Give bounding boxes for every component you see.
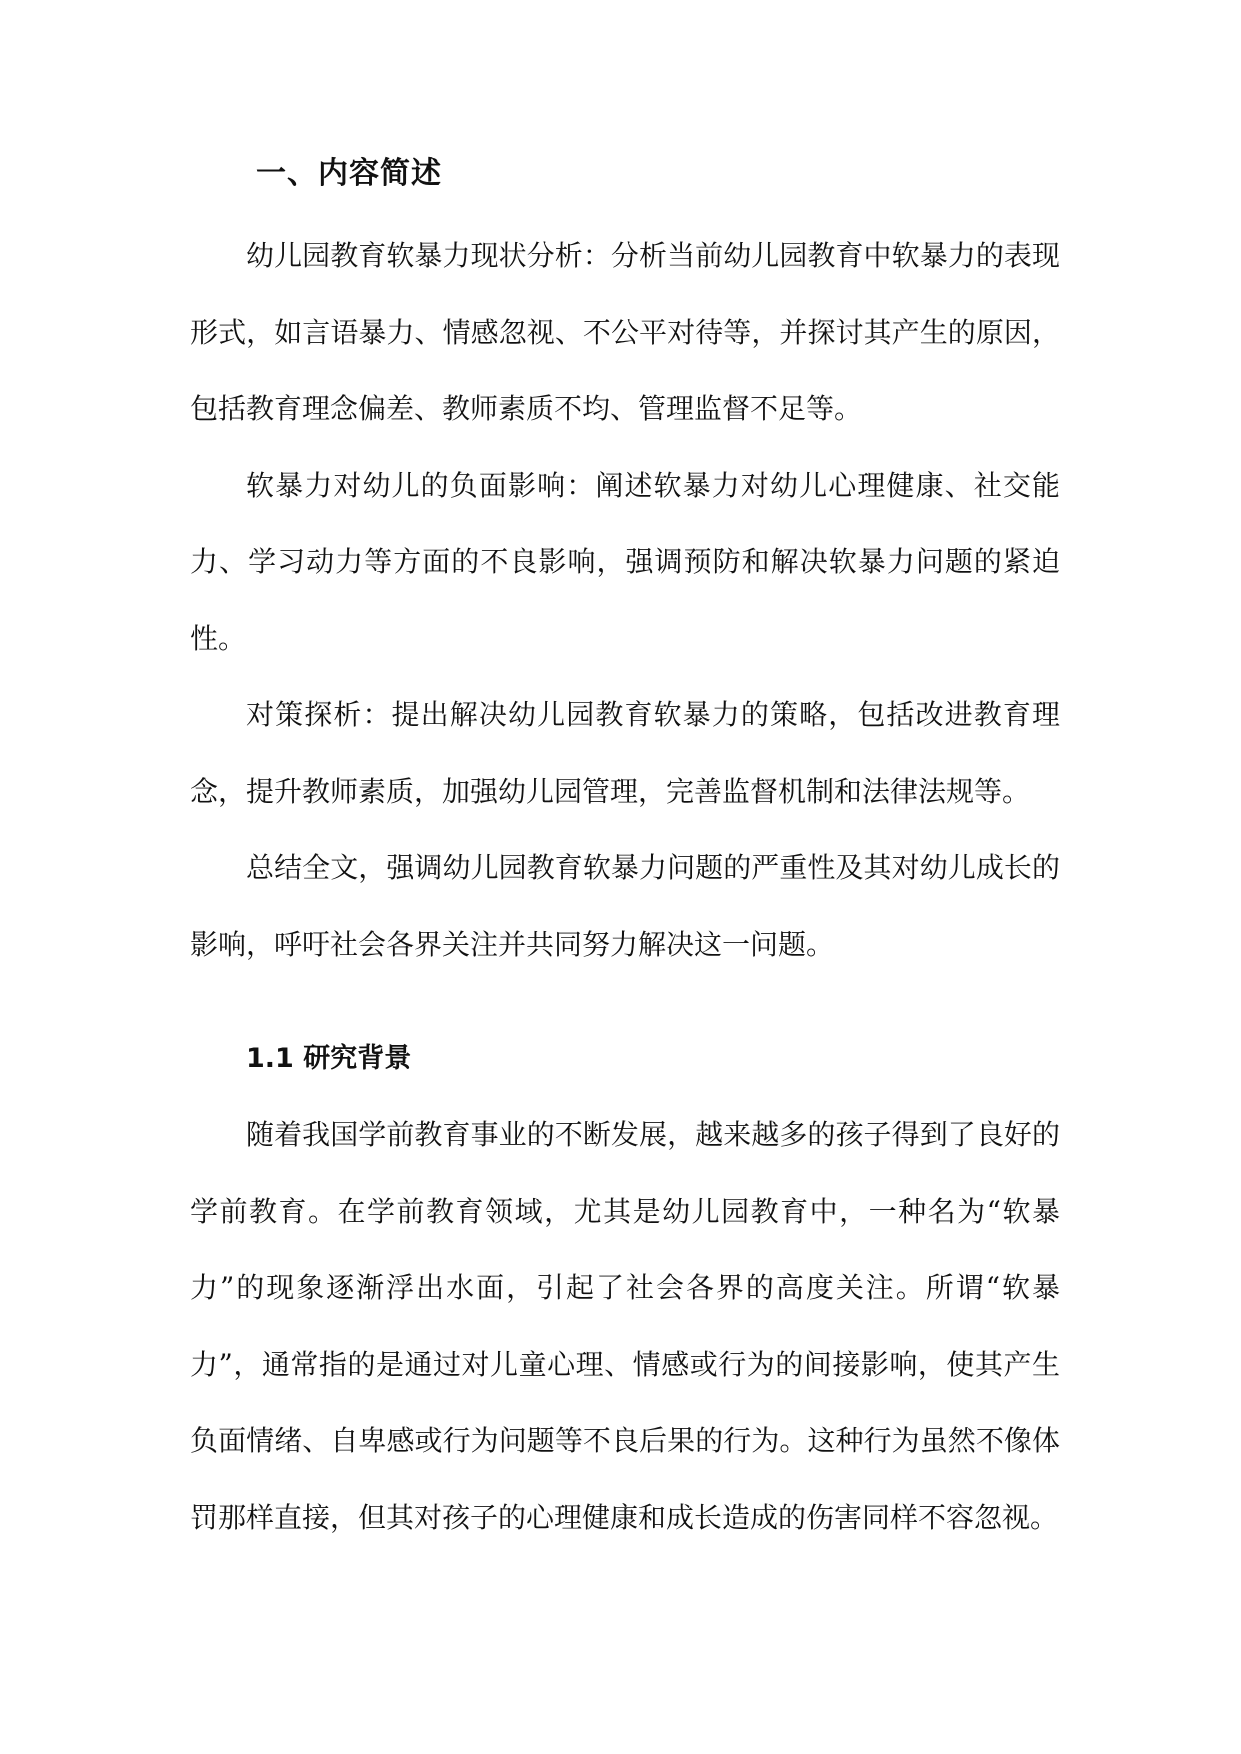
paragraph-countermeasures: 对策探析：提出解决幼儿园教育软暴力的策略，包括改进教育理念，提升教师素质，加强幼儿园管理，完善监督机制和法律法规等。: [190, 698, 1060, 808]
section-heading-overview: 一、内容简述: [256, 156, 442, 191]
page-content: [190, 140, 1060, 1556]
paragraph-research-background: 随着我国学前教育事业的不断发展，越来越多的孩子得到了良好的学前教育。在学前教育领域，尤其是幼儿园教育中，一种名为“软暴力”的现象逐渐浮出水面，引起了社会各界的高度关注。所谓“软暴力”，通常指的是通过对儿童心理、情感或行为的间接影响，使其产生负面情绪、自卑感或行为问题等不良后果的行为。这种行为虽然不像体罚那样直接，但其对孩子的心理健康和成长造成的伤害同样不容忽视。: [190, 1118, 1060, 1534]
subsection-heading-background: 1.1 研究背景: [246, 1043, 412, 1074]
paragraph-status-analysis: 幼儿园教育软暴力现状分析：分析当前幼儿园教育中软暴力的表现形式，如言语暴力、情感忽视、不公平对待等，并探讨其产生的原因，包括教育理念偏差、教师素质不均、管理监督不足等。: [190, 239, 1060, 425]
paragraph-summary: 总结全文，强调幼儿园教育软暴力问题的严重性及其对幼儿成长的影响，呼吁社会各界关注并共同努力解决这一问题。: [190, 851, 1060, 961]
paragraph-negative-impact: 软暴力对幼儿的负面影响：阐述软暴力对幼儿心理健康、社交能力、学习动力等方面的不良影响，强调预防和解决软暴力问题的紧迫性。: [190, 468, 1060, 655]
